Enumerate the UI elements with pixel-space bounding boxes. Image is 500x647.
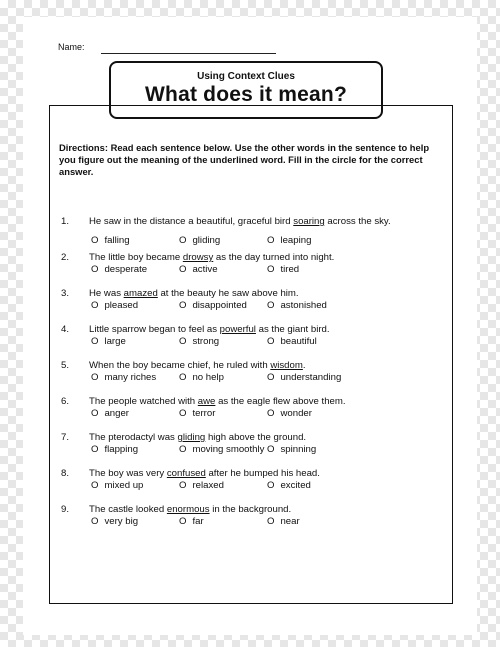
question-sentence xyxy=(89,252,431,264)
answer-choice[interactable] xyxy=(91,264,179,276)
worksheet-page xyxy=(23,17,477,635)
question-item xyxy=(61,324,441,354)
sentence-text: The little boy became xyxy=(89,252,183,263)
choice-label: anger xyxy=(104,408,130,419)
page-title: What does it mean? xyxy=(145,83,347,106)
answer-circle[interactable]: O xyxy=(179,300,187,311)
sentence-text: The people watched with xyxy=(89,396,198,407)
answer-circle[interactable]: O xyxy=(179,408,187,419)
question-item xyxy=(61,360,441,390)
sentence-text: He was xyxy=(89,288,124,299)
choice-label: very big xyxy=(104,516,139,527)
question-item xyxy=(61,468,441,498)
answer-choices xyxy=(91,516,355,528)
choice-label: pleased xyxy=(104,300,139,311)
choice-label: leaping xyxy=(280,235,312,246)
sentence-text: He saw in the distance a beautiful, graceful bird xyxy=(89,216,294,227)
answer-choice[interactable] xyxy=(267,235,355,247)
answer-circle[interactable]: O xyxy=(267,408,275,419)
underlined-word: soaring xyxy=(293,216,325,227)
choice-label: disappointed xyxy=(192,300,247,311)
choice-label: flapping xyxy=(104,444,139,455)
answer-choices xyxy=(91,480,355,492)
question-sentence xyxy=(89,360,431,372)
answer-choices xyxy=(91,336,355,348)
choice-label: terror xyxy=(192,408,216,419)
question-item xyxy=(61,504,441,534)
answer-circle[interactable]: O xyxy=(91,264,99,275)
sentence-text: When the boy became chief, he ruled with xyxy=(89,360,271,371)
sentence-text: The castle looked xyxy=(89,504,167,515)
question-number: 8. xyxy=(61,468,70,479)
answer-choice[interactable] xyxy=(267,372,355,384)
sentence-text: as the eagle flew above them. xyxy=(215,396,346,407)
answer-choice[interactable] xyxy=(179,444,267,456)
sentence-text: . xyxy=(302,360,306,371)
answer-choice[interactable] xyxy=(91,444,179,456)
question-number: 7. xyxy=(61,432,70,443)
name-label: Name: xyxy=(58,42,85,52)
answer-choice[interactable] xyxy=(267,516,355,528)
answer-circle[interactable]: O xyxy=(179,480,187,491)
answer-choice[interactable] xyxy=(267,300,355,312)
choice-label: strong xyxy=(192,336,220,347)
answer-choice[interactable] xyxy=(267,444,355,456)
question-number: 1. xyxy=(61,216,70,227)
question-number: 5. xyxy=(61,360,70,371)
choice-label: falling xyxy=(104,235,130,246)
choice-label: relaxed xyxy=(192,480,224,491)
answer-circle[interactable]: O xyxy=(267,444,275,455)
underlined-word: confused xyxy=(166,468,206,479)
worksheet-content xyxy=(49,105,453,604)
answer-circle[interactable]: O xyxy=(179,336,187,347)
question-sentence xyxy=(89,288,431,300)
underlined-word: gliding xyxy=(177,432,206,443)
answer-circle[interactable]: O xyxy=(179,516,187,527)
answer-choices xyxy=(91,444,355,456)
choice-label: desperate xyxy=(104,264,148,275)
choice-label: active xyxy=(192,264,218,275)
answer-circle[interactable]: O xyxy=(91,372,99,383)
subtitle: Using Context Clues xyxy=(197,71,295,82)
question-sentence xyxy=(89,468,431,480)
answer-choices xyxy=(91,235,355,247)
name-line xyxy=(101,53,276,54)
underlined-word: drowsy xyxy=(182,252,214,263)
sentence-text: as the giant bird. xyxy=(255,324,330,335)
choice-label: beautiful xyxy=(280,336,317,347)
answer-choice[interactable] xyxy=(179,235,267,247)
question-number: 9. xyxy=(61,504,70,515)
answer-choice[interactable] xyxy=(179,372,267,384)
answer-choice[interactable] xyxy=(91,372,179,384)
answer-circle[interactable]: O xyxy=(91,235,99,246)
underlined-word: powerful xyxy=(219,324,256,335)
answer-choice[interactable] xyxy=(267,408,355,420)
answer-circle[interactable]: O xyxy=(267,336,275,347)
question-item xyxy=(61,432,441,462)
question-sentence xyxy=(89,396,431,408)
question-item xyxy=(61,252,441,282)
answer-choice[interactable] xyxy=(91,235,179,247)
answer-choice[interactable] xyxy=(91,516,179,528)
underlined-word: wisdom xyxy=(270,360,303,371)
answer-choice[interactable] xyxy=(179,480,267,492)
answer-circle[interactable]: O xyxy=(267,235,275,246)
choice-label: astonished xyxy=(280,300,327,311)
choice-label: near xyxy=(280,516,300,527)
answer-circle[interactable]: O xyxy=(267,300,275,311)
choice-label: wonder xyxy=(280,408,312,419)
answer-choice[interactable] xyxy=(91,480,179,492)
sentence-text: at the beauty he saw above him. xyxy=(157,288,299,299)
choice-label: gliding xyxy=(192,235,221,246)
sentence-text: in the background. xyxy=(209,504,292,515)
answer-circle[interactable]: O xyxy=(179,444,187,455)
choice-label: far xyxy=(192,516,204,527)
choice-label: no help xyxy=(192,372,224,383)
answer-choice[interactable] xyxy=(267,336,355,348)
sentence-text: after he bumped his head. xyxy=(205,468,320,479)
underlined-word: amazed xyxy=(123,288,158,299)
choice-label: large xyxy=(104,336,126,347)
choice-label: understanding xyxy=(280,372,342,383)
answer-choice[interactable] xyxy=(179,408,267,420)
choice-label: mixed up xyxy=(104,480,144,491)
answer-circle[interactable]: O xyxy=(267,264,275,275)
answer-circle[interactable]: O xyxy=(267,516,275,527)
answer-choice[interactable] xyxy=(179,336,267,348)
answer-choice[interactable] xyxy=(91,408,179,420)
question-number: 2. xyxy=(61,252,70,263)
title-box xyxy=(109,61,383,119)
question-number: 6. xyxy=(61,396,70,407)
answer-choice[interactable] xyxy=(267,480,355,492)
answer-choice[interactable] xyxy=(91,336,179,348)
question-sentence xyxy=(89,432,431,444)
sentence-text: across the sky. xyxy=(324,216,391,227)
answer-circle[interactable]: O xyxy=(91,444,99,455)
answer-choices xyxy=(91,300,355,312)
question-item xyxy=(61,288,441,318)
answer-choices xyxy=(91,264,355,276)
choice-label: moving smoothly xyxy=(192,444,265,455)
question-number: 4. xyxy=(61,324,70,335)
answer-circle[interactable]: O xyxy=(91,336,99,347)
sentence-text: The boy was very xyxy=(89,468,167,479)
sentence-text: The pterodactyl was xyxy=(89,432,178,443)
choice-label: excited xyxy=(280,480,311,491)
answer-circle[interactable]: O xyxy=(267,480,275,491)
question-sentence xyxy=(89,216,431,228)
answer-circle[interactable]: O xyxy=(91,408,99,419)
answer-circle[interactable]: O xyxy=(91,300,99,311)
answer-choices xyxy=(91,372,355,384)
answer-choice[interactable] xyxy=(179,300,267,312)
question-item xyxy=(61,216,441,246)
question-sentence xyxy=(89,324,431,336)
choice-label: tired xyxy=(280,264,300,275)
answer-choices xyxy=(91,408,355,420)
answer-circle[interactable]: O xyxy=(179,264,187,275)
sentence-text: as the day turned into night. xyxy=(213,252,335,263)
sentence-text: Little sparrow began to feel as xyxy=(89,324,220,335)
sentence-text: high above the ground. xyxy=(205,432,307,443)
answer-circle[interactable]: O xyxy=(91,480,99,491)
answer-choice[interactable] xyxy=(91,300,179,312)
choice-label: many riches xyxy=(104,372,157,383)
answer-choice[interactable] xyxy=(267,264,355,276)
question-number: 3. xyxy=(61,288,70,299)
underlined-word: enormous xyxy=(166,504,210,515)
answer-circle[interactable]: O xyxy=(179,235,187,246)
underlined-word: awe xyxy=(197,396,216,407)
answer-circle[interactable]: O xyxy=(91,516,99,527)
answer-choice[interactable] xyxy=(179,264,267,276)
answer-circle[interactable]: O xyxy=(179,372,187,383)
question-sentence xyxy=(89,504,431,516)
question-item xyxy=(61,396,441,426)
directions-text: Directions: Read each sentence below. Use the other words in the sentence to help you figure out the meaning of the underlined word. Fill in the circle for the correct answer. xyxy=(59,142,430,177)
answer-choice[interactable] xyxy=(179,516,267,528)
answer-circle[interactable]: O xyxy=(267,372,275,383)
choice-label: spinning xyxy=(280,444,317,455)
